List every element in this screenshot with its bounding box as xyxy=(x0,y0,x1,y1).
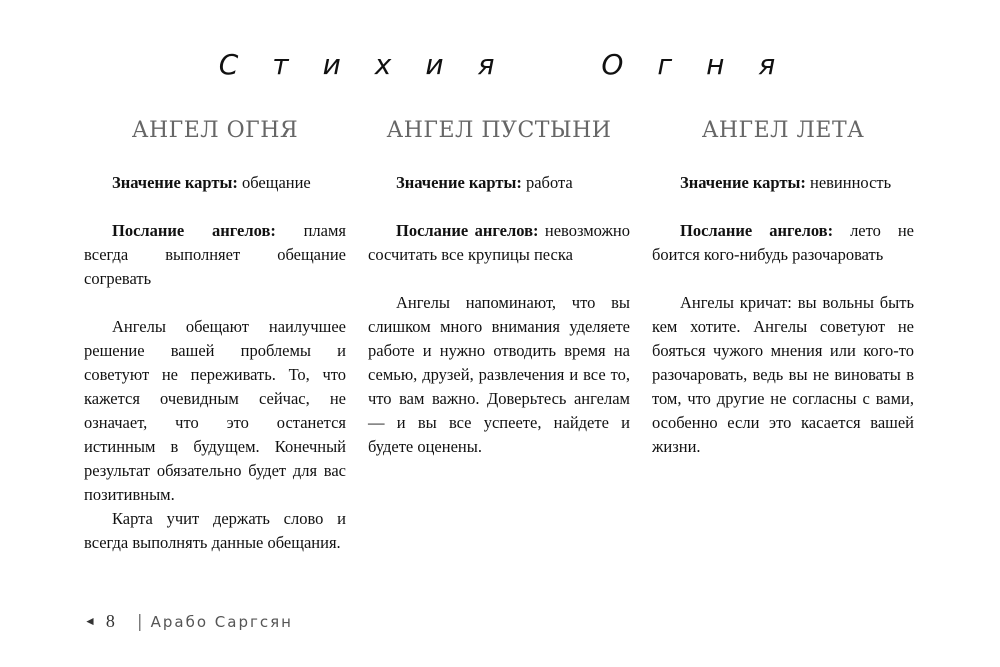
message-value: пламя всегда выполняет обещание согревать xyxy=(84,221,346,288)
card-heading: АНГЕЛ ЛЕТА xyxy=(701,118,865,143)
card-heading: АНГЕЛ ОГНЯ xyxy=(131,118,299,143)
card-paragraph: Ангелы обещают наилучшее решение вашей проблемы и советуют не переживать. То, что кажется очевидным сейчас, не означает, что это останется истинным в будущем. Конечный результат обязательно будет для вас позитивным. xyxy=(84,317,346,504)
meaning-label: Значение карты: xyxy=(112,173,238,192)
message-label: Послание ангелов: xyxy=(112,221,276,240)
card-meaning xyxy=(84,171,346,195)
card-paragraph: Карта учит держать слово и всегда выполнять данные обещания. xyxy=(84,509,346,552)
message-label: Послание ангелов: xyxy=(680,221,834,240)
meaning-label: Значение карты: xyxy=(396,173,522,192)
page-title: Стихия Огня xyxy=(218,48,810,81)
author-name: Арабо Саргсян xyxy=(150,612,293,631)
message-value: лето не боится кого-нибудь разочаровать xyxy=(652,221,915,264)
meaning-value: работа xyxy=(525,173,573,192)
footer-separator: | xyxy=(136,611,143,632)
meaning-label: Значение карты: xyxy=(680,173,806,192)
angel-message xyxy=(652,219,914,267)
message-label: Послание ангелов: xyxy=(396,221,539,240)
card-paragraph: Ангелы кричат: вы вольны быть кем хотите. Ангелы советуют не бояться чужого мнения или кого-то разочаровать, ведь вы не виноваты в том, что другие не согласны с вами, особенно если это касается вашей жизни. xyxy=(652,293,914,456)
card-meaning xyxy=(368,171,630,195)
card-meaning xyxy=(652,171,914,195)
page-number: 8 xyxy=(105,611,115,631)
card-column-summer-angel xyxy=(652,118,914,459)
meaning-value: невинность xyxy=(809,173,892,192)
meaning-value: обещание xyxy=(241,173,311,192)
card-paragraph: Ангелы напоминают, что вы слишком много внимания уделяете работе и нужно отводить время на семью, друзей, развлечения и все то, что вам важно. Доверьтесь ангелам — и вы все успеете, найдете и будете оценены. xyxy=(368,293,630,456)
angel-message xyxy=(84,219,346,291)
card-column-fire-angel xyxy=(84,118,346,555)
card-heading: АНГЕЛ ПУСТЫНИ xyxy=(386,118,612,143)
page-footer xyxy=(84,611,293,632)
message-value: невозможно сосчитать все крупицы песка xyxy=(368,221,630,264)
previous-page-arrow-icon: ◄ xyxy=(84,614,96,628)
angel-message xyxy=(368,219,630,267)
card-column-desert-angel xyxy=(368,118,630,459)
